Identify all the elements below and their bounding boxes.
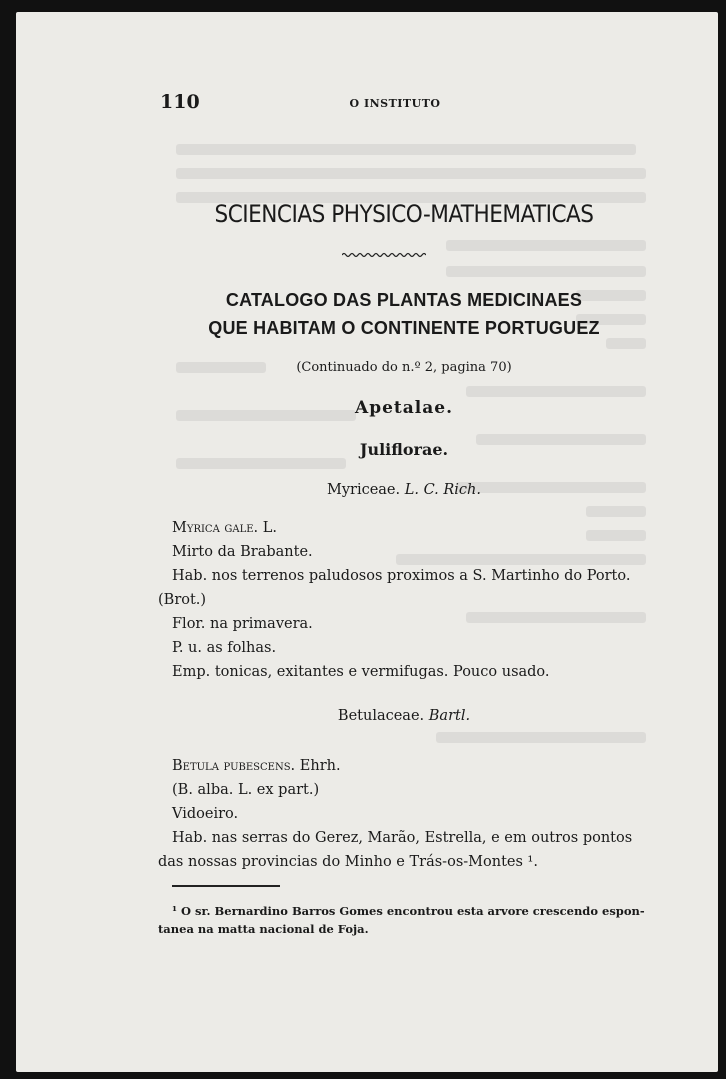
species-betula [172,758,341,774]
entry-line: Hab. nos terrenos paludosos proximos a S. Martinho do Porto. [172,568,631,584]
footnote-line-1: ¹ O sr. Bernardino Barros Gomes encontrou esta arvore crescendo espon- [172,904,645,918]
family-author: L. C. Rich. [404,482,482,498]
footnote-rule [172,885,280,887]
family-author: Bartl. [428,708,471,724]
entry-line: Emp. tonicas, exitantes e vermifugas. Pouco usado. [172,664,550,680]
entry-line: (B. alba. L. ex part.) [172,782,320,798]
species-name: Betula pubescens. [172,758,296,774]
family-name: Betulaceae. [337,708,425,724]
species-name: Myrica gale. [172,520,259,536]
entry-line: Mirto da Brabante. [172,544,313,560]
species-author: Ehrh. [295,758,341,774]
catalog-title-line-2: QUE HABITAM O CONTINENTE PORTUGUEZ [208,318,600,338]
wavy-divider [342,252,426,258]
entry-line: P. u. as folhas. [172,640,277,656]
entry-line: (Brot.) [158,592,207,608]
continuation-note: (Continuado do n.º 2, pagina 70) [296,360,512,375]
family-heading-betulaceae [144,708,664,724]
class-heading: Apetalae. [355,398,453,418]
family-name: Myriceae. [326,482,401,498]
section-title: SCIENCIAS PHYSICO-MATHEMATICAS [214,200,594,228]
page-number: 110 [160,91,200,113]
entry-line: das nossas provincias do Minho e Trás-os-Montes ¹. [158,854,538,870]
order-heading: Juliflorae. [359,440,449,459]
running-title: O INSTITUTO [349,97,441,110]
entry-line: Flor. na primavera. [172,616,313,632]
family-heading-myriceae [144,482,664,498]
species-myrica [172,520,277,536]
entry-line: Hab. nas serras do Gerez, Marão, Estrella, e em outros pontos [172,830,633,846]
footnote-line-2: tanea na matta nacional de Foja. [158,922,369,936]
catalog-title-line-1: CATALOGO DAS PLANTAS MEDICINAES [225,290,583,310]
species-author: L. [258,520,278,536]
entry-line: Vidoeiro. [172,806,239,822]
